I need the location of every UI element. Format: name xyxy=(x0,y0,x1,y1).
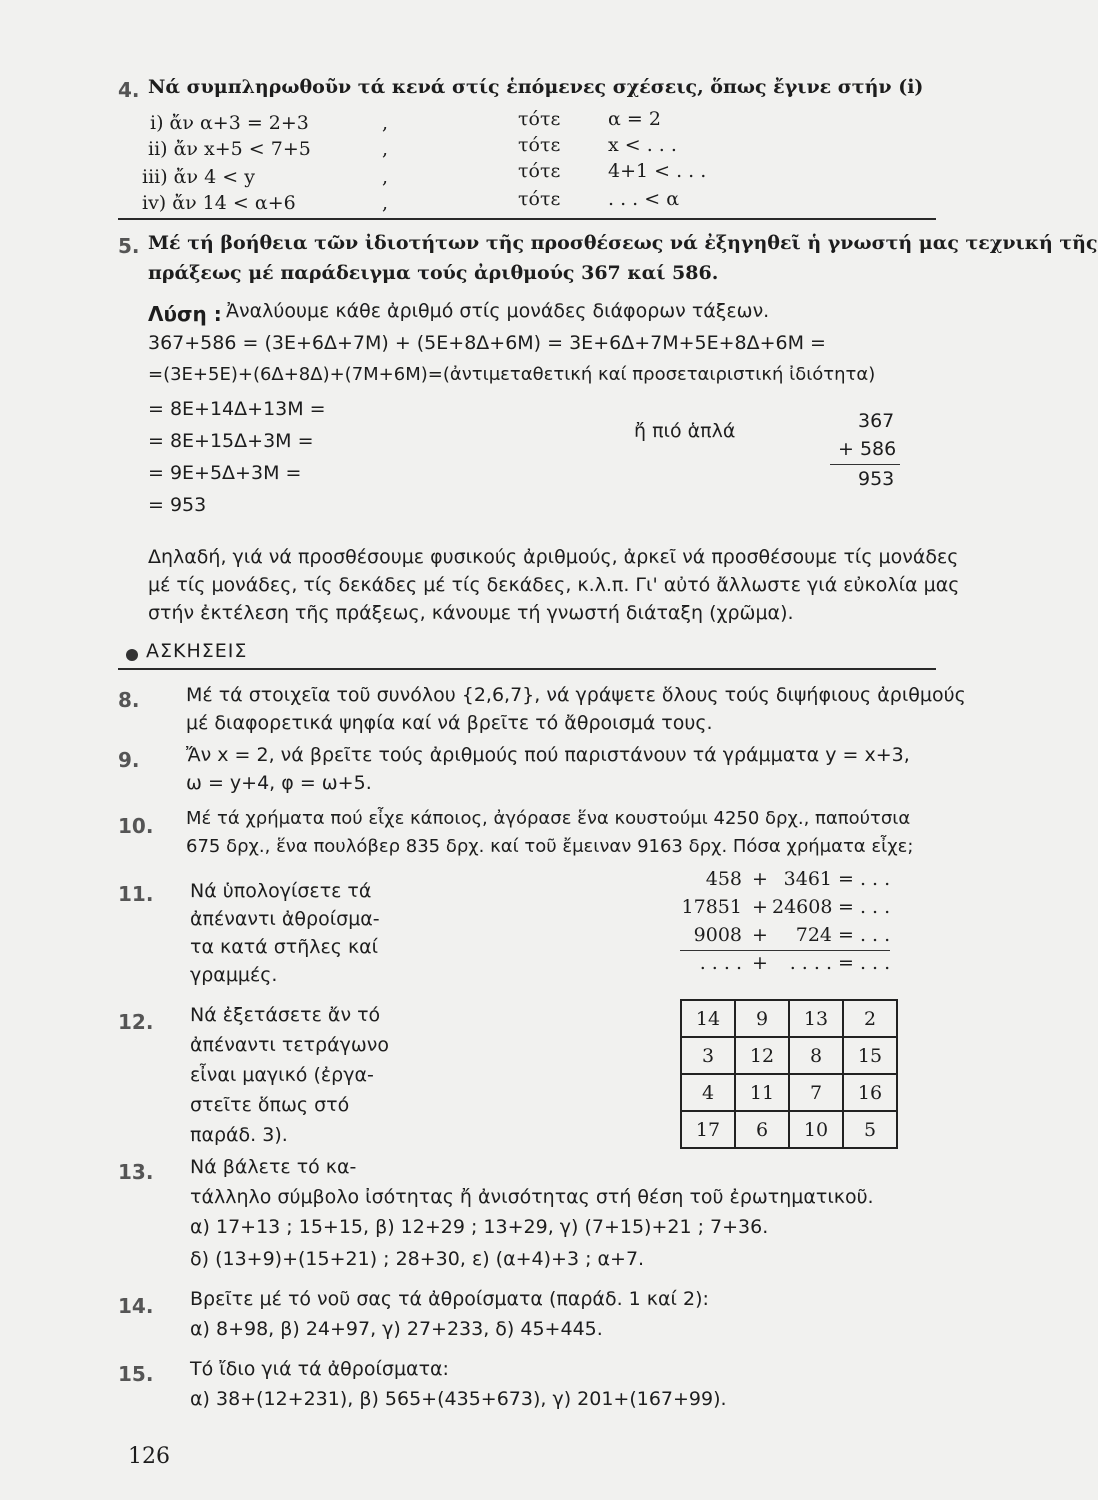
ex4-row-1-result: α = 2 xyxy=(608,108,661,130)
magic-cell: 16 xyxy=(843,1074,897,1111)
magic-square xyxy=(680,999,898,1149)
ex4-row-1-then: τότε xyxy=(518,108,561,130)
exercise-13-items-2: δ) (13+9)+(15+21) ; 28+30, ε) (α+4)+3 ; α+7. xyxy=(190,1248,645,1270)
exercise-10-line-1: Μέ τά χρήματα πού εἶχε κάποιος, ἀγόρασε ἕνα κουστούμι 4250 δρχ., παπούτσια xyxy=(186,808,911,829)
exercise-13-items-1: α) 17+13 ; 15+15, β) 12+29 ; 13+29, γ) (7+15)+21 ; 7+36. xyxy=(190,1216,769,1238)
sum-4-a: . . . . xyxy=(699,952,742,974)
exercise-5-title-line-2: πράξεως μέ παράδειγμα τούς ἀριθμούς 367 καί 586. xyxy=(148,262,719,284)
exercise-5-title-line-1: Μέ τή βοήθεια τῶν ἰδιοτήτων τῆς προσθέσεως νά ἐξηγηθεῖ ἡ γνωστή μας τεχνική τῆς xyxy=(148,232,1098,254)
solution-step-6: = 953 xyxy=(148,494,207,516)
vertical-add-result: 953 xyxy=(858,468,895,490)
sums-total-line xyxy=(680,950,890,951)
exercise-11-line-1: Νά ὑπολογίσετε τά xyxy=(190,880,372,902)
ex4-row-2-result: x < . . . xyxy=(608,134,677,156)
sum-1-a: 458 xyxy=(705,868,742,890)
ex4-row-2-then: τότε xyxy=(518,134,561,156)
exercise-12-line-3: εἶναι μαγικό (ἐργα- xyxy=(190,1064,374,1086)
exercise-5-number: 5. xyxy=(118,234,140,258)
exercise-10-number: 10. xyxy=(118,814,154,838)
exercise-13-line-1: Νά βάλετε τό κα- xyxy=(190,1156,357,1178)
exercise-13-line-2: τάλληλο σύμβολο ἰσότητας ἤ ἀνισότητας στή θέση τοῦ ἐρωτηματικοῦ. xyxy=(190,1186,874,1208)
sum-4-b: . . . . xyxy=(789,952,832,974)
solution-step-5: = 9Ε+5Δ+3Μ = xyxy=(148,462,302,484)
magic-cell: 13 xyxy=(789,1000,843,1037)
exercise-11-line-4: γραμμές. xyxy=(190,964,278,986)
exercise-4-title: Νά συμπληρωθοῦν τά κενά στίς ἑπόμενες σχέσεις, ὅπως ἔγινε στήν (i) xyxy=(148,76,924,98)
ex4-row-4-comma: , xyxy=(382,192,389,214)
exercise-8-number: 8. xyxy=(118,688,140,712)
exercise-9-line-2: ω = y+4, φ = ω+5. xyxy=(186,772,372,794)
solution-step-2: =(3Ε+5Ε)+(6Δ+8Δ)+(7Μ+6Μ)=(ἀντιμεταθετική καί προσεταιριστική ἰδιότητα) xyxy=(148,364,876,385)
magic-cell: 7 xyxy=(789,1074,843,1111)
vertical-add-line xyxy=(830,464,900,465)
sum-2-op: + xyxy=(752,896,768,918)
sum-2-eq: = . . . xyxy=(838,896,891,918)
exercise-14-line-1: Βρεῖτε μέ τό νοῦ σας τά ἀθροίσματα (παράδ. 1 καί 2): xyxy=(190,1288,709,1310)
magic-cell: 17 xyxy=(681,1111,735,1148)
ex4-row-4-result: . . . < α xyxy=(608,188,680,210)
solution-step-3: = 8Ε+14Δ+13Μ = xyxy=(148,398,326,420)
ex4-row-4-then: τότε xyxy=(518,188,561,210)
sum-3-eq: = . . . xyxy=(838,924,891,946)
exercise-12-line-1: Νά ἐξετάσετε ἄν τό xyxy=(190,1004,381,1026)
sum-2-a: 17851 xyxy=(681,896,742,918)
heading-bullet-icon xyxy=(126,649,138,661)
magic-cell: 14 xyxy=(681,1000,735,1037)
magic-cell: 8 xyxy=(789,1037,843,1074)
conclusion-line-3: στήν ἐκτέλεση τῆς πράξεως, κάνουμε τή γνωστή διάταξη (χρῶμα). xyxy=(148,602,794,624)
ex4-row-2-label: ii) ἄν x+5 < 7+5 xyxy=(148,138,311,160)
or-simply-label: ἤ πιό ἁπλά xyxy=(634,420,736,442)
sum-1-eq: = . . . xyxy=(838,868,891,890)
exercises-heading: ΑΣΚΗΣΕΙΣ xyxy=(146,640,248,662)
magic-cell: 6 xyxy=(735,1111,789,1148)
solution-intro: Ἀναλύουμε κάθε ἀριθμό στίς μονάδες διάφορων τάξεων. xyxy=(226,300,770,322)
vertical-add-second: + 586 xyxy=(838,438,897,460)
solution-label: Λύση : xyxy=(148,302,222,326)
exercise-11-line-2: ἀπέναντι ἀθροίσμα- xyxy=(190,908,380,930)
exercise-13-number: 13. xyxy=(118,1160,154,1184)
ex4-row-2-comma: , xyxy=(382,138,389,160)
exercise-14-number: 14. xyxy=(118,1294,154,1318)
exercise-12-number: 12. xyxy=(118,1010,154,1034)
exercise-9-line-1: Ἄν x = 2, νά βρεῖτε τούς ἀριθμούς πού παριστάνουν τά γράμματα y = x+3, xyxy=(186,744,910,766)
sum-3-a: 9008 xyxy=(693,924,742,946)
sum-3-op: + xyxy=(752,924,768,946)
magic-cell: 3 xyxy=(681,1037,735,1074)
ex4-row-1-label: i) ἄν α+3 = 2+3 xyxy=(150,112,309,134)
magic-cell: 12 xyxy=(735,1037,789,1074)
sum-4-op: + xyxy=(752,952,768,974)
exercise-15-line-1: Τό ἴδιο γιά τά ἀθροίσματα: xyxy=(190,1358,449,1380)
magic-cell: 4 xyxy=(681,1074,735,1111)
solution-step-4: = 8Ε+15Δ+3Μ = xyxy=(148,430,314,452)
ex4-row-3-comma: , xyxy=(382,166,389,188)
exercise-15-items: α) 38+(12+231), β) 565+(435+673), γ) 201+(167+99). xyxy=(190,1388,727,1410)
exercise-11-line-3: τα κατά στῆλες καί xyxy=(190,936,379,958)
ex4-row-4-label: iv) ἄν 14 < α+6 xyxy=(142,192,296,214)
solution-step-1: 367+586 = (3Ε+6Δ+7Μ) + (5Ε+8Δ+6Μ) = 3Ε+6Δ+7Μ+5Ε+8Δ+6Μ = xyxy=(148,332,826,354)
sum-1-op: + xyxy=(752,868,768,890)
exercise-12-line-5: παράδ. 3). xyxy=(190,1124,288,1146)
exercise-14-items: α) 8+98, β) 24+97, γ) 27+233, δ) 45+445. xyxy=(190,1318,603,1340)
exercise-15-number: 15. xyxy=(118,1362,154,1386)
magic-cell: 11 xyxy=(735,1074,789,1111)
conclusion-line-2: μέ τίς μονάδες, τίς δεκάδες μέ τίς δεκάδες, κ.λ.π. Γι' αὐτό ἄλλωστε γιά εὐκολία μας xyxy=(148,574,960,596)
sum-2-b: 24608 xyxy=(772,896,833,918)
divider-after-ex4 xyxy=(118,218,936,220)
divider-exercises xyxy=(118,668,936,670)
ex4-row-3-then: τότε xyxy=(518,160,561,182)
exercise-12-line-4: στεῖτε ὅπως στό xyxy=(190,1094,350,1116)
conclusion-line-1: Δηλαδή, γιά νά προσθέσουμε φυσικούς ἀριθμούς, ἀρκεῖ νά προσθέσουμε τίς μονάδες xyxy=(148,546,959,568)
ex4-row-3-label: iii) ἄν 4 < y xyxy=(142,166,255,188)
exercise-9-number: 9. xyxy=(118,748,140,772)
exercise-4-number: 4. xyxy=(118,78,140,102)
ex4-row-1-comma: , xyxy=(382,112,389,134)
magic-cell: 15 xyxy=(843,1037,897,1074)
magic-cell: 2 xyxy=(843,1000,897,1037)
vertical-add-top: 367 xyxy=(858,410,895,432)
magic-cell: 5 xyxy=(843,1111,897,1148)
ex4-row-3-result: 4+1 < . . . xyxy=(608,160,707,182)
page-number: 126 xyxy=(128,1444,170,1469)
sum-1-b: 3461 xyxy=(783,868,832,890)
exercise-12-line-2: ἀπέναντι τετράγωνο xyxy=(190,1034,390,1056)
exercise-11-number: 11. xyxy=(118,882,154,906)
exercise-8-line-2: μέ διαφορετικά ψηφία καί νά βρεῖτε τό ἄθροισμά τους. xyxy=(186,712,713,734)
exercise-8-line-1: Μέ τά στοιχεῖα τοῦ συνόλου {2,6,7}, νά γράψετε ὅλους τούς διψήφιους ἀριθμούς xyxy=(186,684,966,706)
magic-cell: 10 xyxy=(789,1111,843,1148)
sum-4-eq: = . . . xyxy=(838,952,891,974)
exercise-10-line-2: 675 δρχ., ἕνα πουλόβερ 835 δρχ. καί τοῦ ἔμειναν 9163 δρχ. Πόσα χρήματα εἶχε; xyxy=(186,836,914,857)
sum-3-b: 724 xyxy=(795,924,832,946)
magic-cell: 9 xyxy=(735,1000,789,1037)
